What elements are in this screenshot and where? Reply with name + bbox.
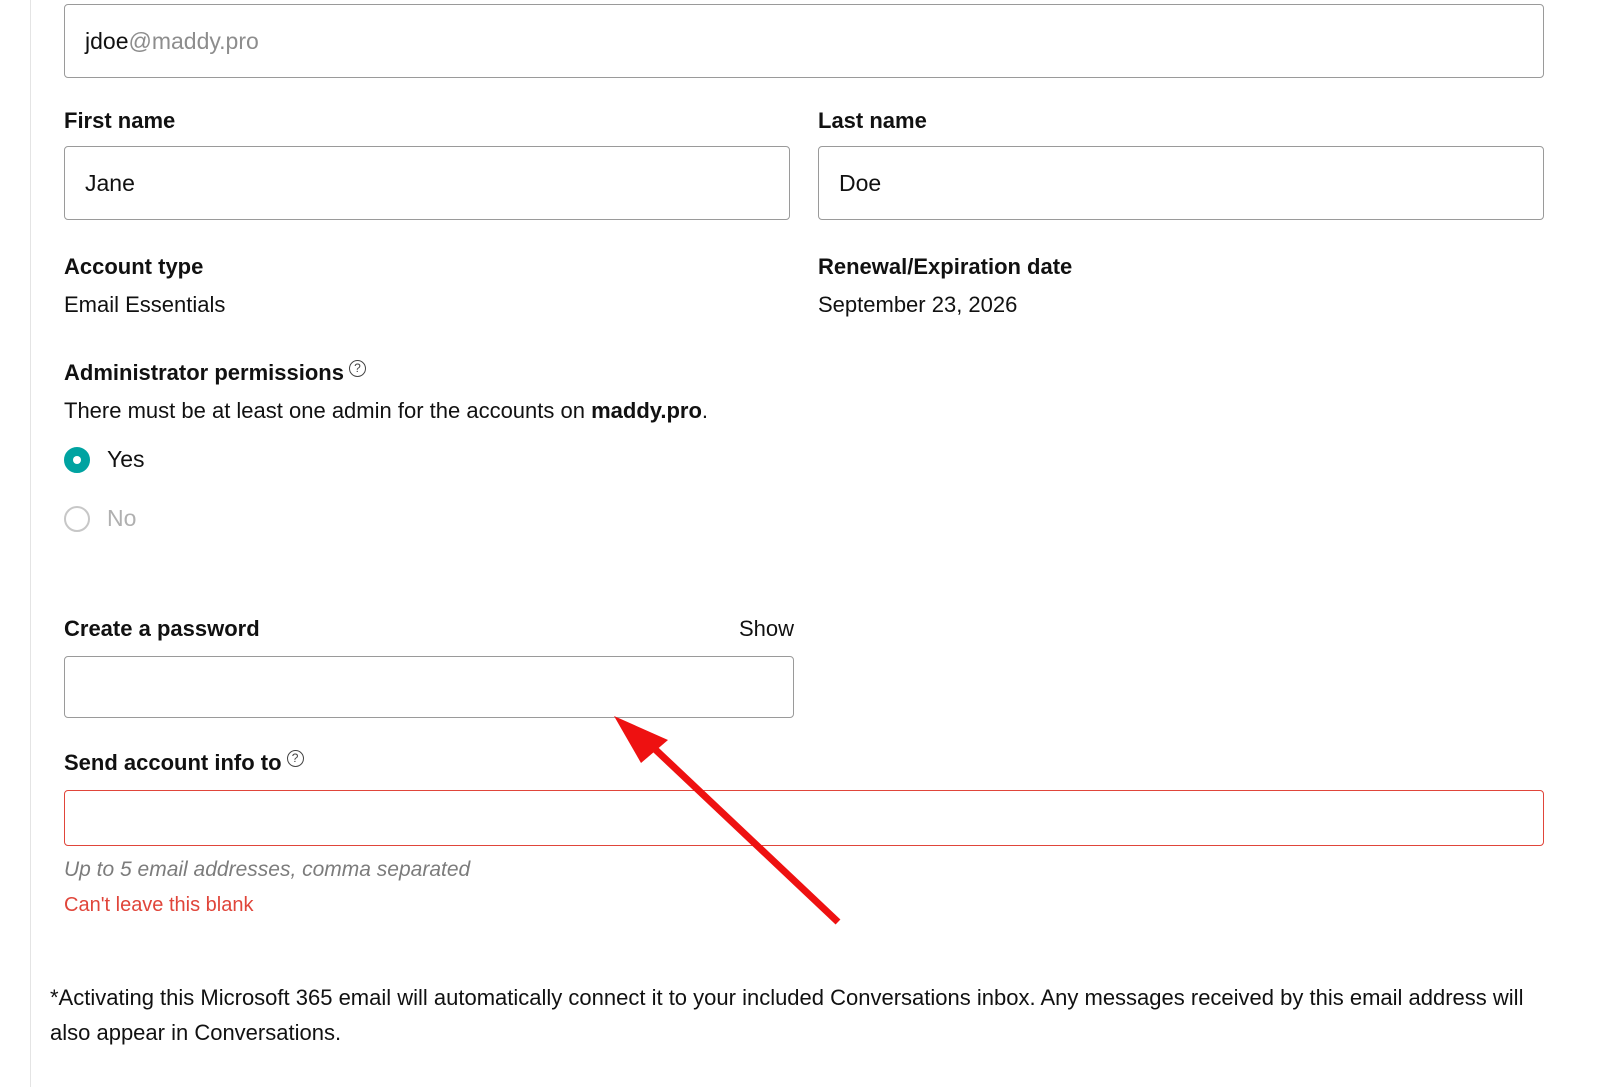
send-account-info-error: Can't leave this blank [64, 894, 254, 916]
footnote-text: *Activating this Microsoft 365 email will automatically connect it to your included Conversations inbox. Any messages received by this email address will also appear in Conversations. [50, 985, 1524, 1046]
email-address-row [64, 4, 1544, 78]
show-password-toggle[interactable]: Show [738, 616, 794, 641]
renewal-date-label: Renewal/Expiration date [818, 254, 1073, 279]
help-circle-icon[interactable]: ? [349, 360, 366, 377]
admin-radio-yes[interactable] [64, 446, 1544, 473]
account-info-row [64, 254, 1544, 318]
create-password-input[interactable] [64, 656, 794, 718]
administrator-permissions-label: Administrator permissions [64, 360, 344, 385]
send-account-info-label: Send account info to [64, 750, 282, 775]
administrator-permissions-note [64, 398, 1544, 424]
last-name-input[interactable] [818, 146, 1544, 220]
last-name-label: Last name [818, 108, 927, 133]
first-name-label: First name [64, 108, 176, 133]
send-account-info-section [64, 750, 1544, 917]
create-password-label: Create a password [64, 616, 260, 641]
radio-no-label: No [107, 505, 137, 531]
radio-yes-label: Yes [107, 446, 145, 472]
radio-no-indicator[interactable] [64, 506, 90, 532]
create-password-header [64, 616, 794, 642]
account-type-value: Email Essentials [64, 292, 226, 317]
first-name-input[interactable] [64, 146, 790, 220]
create-password-section [64, 616, 1544, 718]
left-divider [30, 0, 31, 1087]
account-type-field [64, 254, 790, 318]
renewal-date-field [818, 254, 1544, 318]
renewal-date-value: September 23, 2026 [818, 292, 1018, 317]
admin-radio-no[interactable] [64, 505, 1544, 532]
account-type-label: Account type [64, 254, 204, 279]
email-address-input[interactable] [64, 4, 1544, 78]
email-username-value: jdoe [85, 27, 129, 54]
send-account-info-hint: Up to 5 email addresses, comma separated [64, 858, 471, 881]
admin-note-prefix: There must be at least one admin for the accounts on [64, 398, 592, 423]
first-name-field [64, 108, 790, 220]
admin-note-suffix: . [701, 398, 709, 423]
admin-note-domain: maddy.pro [591, 398, 702, 423]
send-account-info-label-row [64, 750, 1544, 776]
account-form [64, 0, 1544, 917]
name-fields-row [64, 108, 1544, 220]
help-circle-icon-2[interactable]: ? [287, 750, 304, 767]
send-account-info-input[interactable] [64, 790, 1544, 846]
last-name-field [818, 108, 1544, 220]
administrator-permissions-section [64, 360, 1544, 532]
radio-yes-indicator[interactable] [64, 447, 90, 473]
email-domain-suffix: @maddy.pro [128, 27, 259, 54]
administrator-permissions-label-row [64, 360, 1544, 386]
